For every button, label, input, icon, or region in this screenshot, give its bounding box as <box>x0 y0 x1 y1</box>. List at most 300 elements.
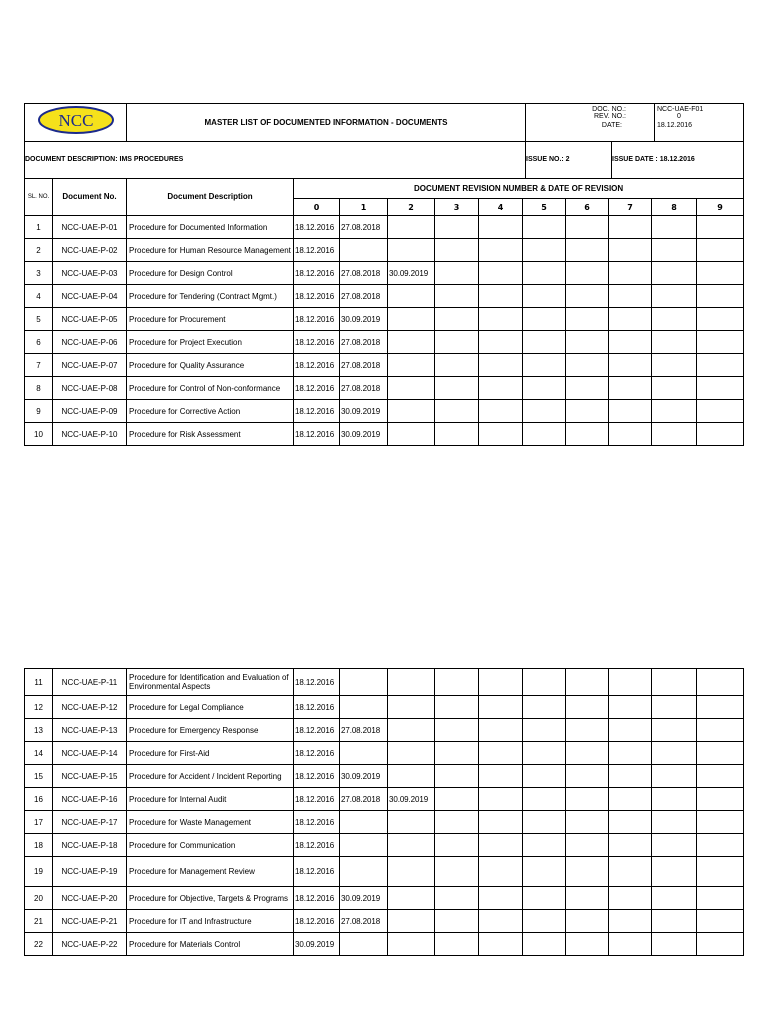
row-revision-date: 27.08.2018 <box>340 285 388 308</box>
row-revision-date: 30.09.2019 <box>340 887 388 910</box>
row-document-no: NCC-UAE-P-11 <box>53 669 127 696</box>
row-revision-date <box>479 308 523 331</box>
row-revision-date <box>388 377 435 400</box>
row-revision-date <box>566 742 609 765</box>
row-revision-date <box>479 765 523 788</box>
row-sl-no: 19 <box>25 857 53 887</box>
row-revision-date: 18.12.2016 <box>294 834 340 857</box>
row-document-no: NCC-UAE-P-22 <box>53 933 127 956</box>
row-revision-date <box>566 696 609 719</box>
row-revision-date: 30.09.2019 <box>388 788 435 811</box>
row-revision-date: 18.12.2016 <box>294 669 340 696</box>
row-description: Procedure for Quality Assurance <box>127 354 294 377</box>
row-revision-date: 18.12.2016 <box>294 331 340 354</box>
row-revision-date <box>523 834 566 857</box>
row-revision-date <box>435 765 479 788</box>
row-revision-date <box>435 400 479 423</box>
row-revision-date <box>652 719 697 742</box>
row-revision-date: 18.12.2016 <box>294 239 340 262</box>
row-revision-date <box>479 696 523 719</box>
row-revision-date: 18.12.2016 <box>294 910 340 933</box>
row-revision-date <box>435 811 479 834</box>
table-row <box>25 887 744 910</box>
row-revision-date <box>652 354 697 377</box>
logo-text: NCC <box>58 111 93 130</box>
row-document-no: NCC-UAE-P-17 <box>53 811 127 834</box>
row-revision-date <box>609 857 652 887</box>
table-row <box>25 400 744 423</box>
table-row <box>25 788 744 811</box>
row-revision-date <box>340 696 388 719</box>
row-description: Procedure for Legal Compliance <box>127 696 294 719</box>
column-header-document-no: Document No. <box>53 179 127 216</box>
issue-number: ISSUE NO.: 2 <box>526 142 612 178</box>
revision-number-header: 8 <box>652 199 697 216</box>
row-document-no: NCC-UAE-P-07 <box>53 354 127 377</box>
description-row <box>24 142 744 179</box>
row-revision-date: 18.12.2016 <box>294 400 340 423</box>
row-description: Procedure for Communication <box>127 834 294 857</box>
row-revision-date <box>435 910 479 933</box>
row-revision-date <box>652 239 697 262</box>
row-sl-no: 9 <box>25 400 53 423</box>
row-sl-no: 15 <box>25 765 53 788</box>
row-revision-date: 30.09.2019 <box>294 933 340 956</box>
row-revision-date <box>340 811 388 834</box>
row-revision-date <box>566 765 609 788</box>
row-description: Procedure for Materials Control <box>127 933 294 956</box>
row-revision-date <box>388 400 435 423</box>
row-revision-date <box>609 910 652 933</box>
row-revision-date <box>609 354 652 377</box>
row-revision-date <box>697 354 744 377</box>
table-row <box>25 423 744 446</box>
document-sheet-page-1 <box>24 103 743 446</box>
row-revision-date <box>652 765 697 788</box>
row-revision-date <box>609 933 652 956</box>
row-revision-date <box>566 354 609 377</box>
column-header-description: Document Description <box>127 179 294 216</box>
row-revision-date <box>523 719 566 742</box>
row-sl-no: 3 <box>25 262 53 285</box>
row-document-no: NCC-UAE-P-01 <box>53 216 127 239</box>
row-description: Procedure for Human Resource Management <box>127 239 294 262</box>
row-description: Procedure for Accident / Incident Reporting <box>127 765 294 788</box>
table-row <box>25 933 744 956</box>
row-revision-date <box>435 719 479 742</box>
revision-number-header: 1 <box>340 199 388 216</box>
row-revision-date <box>609 719 652 742</box>
row-revision-date <box>340 669 388 696</box>
row-revision-date <box>697 400 744 423</box>
row-revision-date <box>523 857 566 887</box>
row-revision-date <box>435 331 479 354</box>
rev-no-value: 0 <box>677 113 681 120</box>
row-document-no: NCC-UAE-P-08 <box>53 377 127 400</box>
row-revision-date <box>435 377 479 400</box>
row-revision-date <box>523 354 566 377</box>
row-revision-date <box>652 811 697 834</box>
row-revision-date <box>609 216 652 239</box>
row-revision-date <box>609 834 652 857</box>
row-revision-date <box>609 400 652 423</box>
row-revision-date: 18.12.2016 <box>294 719 340 742</box>
row-revision-date <box>697 423 744 446</box>
row-revision-date <box>479 834 523 857</box>
row-sl-no: 2 <box>25 239 53 262</box>
row-revision-date <box>566 400 609 423</box>
row-revision-date <box>697 331 744 354</box>
row-revision-date <box>388 834 435 857</box>
row-revision-date <box>652 308 697 331</box>
revision-number-header: 5 <box>523 199 566 216</box>
row-sl-no: 5 <box>25 308 53 331</box>
row-revision-date: 18.12.2016 <box>294 765 340 788</box>
row-revision-date: 27.08.2018 <box>340 216 388 239</box>
row-revision-date <box>435 742 479 765</box>
row-revision-date <box>697 811 744 834</box>
row-revision-date <box>652 857 697 887</box>
revision-number-header: 7 <box>609 199 652 216</box>
row-revision-date <box>523 788 566 811</box>
row-document-no: NCC-UAE-P-13 <box>53 719 127 742</box>
row-revision-date <box>523 910 566 933</box>
documents-table-body-2 <box>25 669 744 956</box>
row-revision-date <box>388 910 435 933</box>
table-row <box>25 811 744 834</box>
row-revision-date <box>697 216 744 239</box>
row-sl-no: 21 <box>25 910 53 933</box>
table-row <box>25 285 744 308</box>
page-title: MASTER LIST OF DOCUMENTED INFORMATION - DOCUMENTS <box>127 104 526 142</box>
row-revision-date <box>566 239 609 262</box>
row-revision-date <box>566 262 609 285</box>
row-revision-date <box>479 742 523 765</box>
row-description: Procedure for First-Aid <box>127 742 294 765</box>
row-revision-date <box>523 811 566 834</box>
row-sl-no: 6 <box>25 331 53 354</box>
row-revision-date <box>340 239 388 262</box>
revision-number-header: 4 <box>479 199 523 216</box>
row-revision-date <box>609 696 652 719</box>
issue-date: ISSUE DATE : 18.12.2016 <box>612 142 744 178</box>
row-sl-no: 14 <box>25 742 53 765</box>
row-document-no: NCC-UAE-P-19 <box>53 857 127 887</box>
row-revision-date <box>523 933 566 956</box>
row-revision-date <box>388 696 435 719</box>
row-document-no: NCC-UAE-P-14 <box>53 742 127 765</box>
row-revision-date <box>479 887 523 910</box>
row-revision-date: 18.12.2016 <box>294 308 340 331</box>
row-description: Procedure for Corrective Action <box>127 400 294 423</box>
column-header-sl-no: SL. NO. <box>25 179 53 216</box>
row-revision-date <box>388 719 435 742</box>
row-revision-date <box>479 400 523 423</box>
row-revision-date <box>566 788 609 811</box>
document-sheet-page-2 <box>24 668 743 956</box>
row-revision-date <box>388 765 435 788</box>
doc-no-value: NCC-UAE-F01 <box>657 106 704 113</box>
row-revision-date <box>340 834 388 857</box>
row-revision-date: 18.12.2016 <box>294 811 340 834</box>
doc-meta-labels <box>526 104 655 142</box>
row-revision-date <box>566 857 609 887</box>
row-description: Procedure for Identification and Evaluation of Environmental Aspects <box>127 669 294 696</box>
row-document-no: NCC-UAE-P-06 <box>53 331 127 354</box>
row-revision-date <box>523 765 566 788</box>
row-document-no: NCC-UAE-P-02 <box>53 239 127 262</box>
row-revision-date <box>652 216 697 239</box>
row-revision-date <box>479 910 523 933</box>
row-revision-date <box>652 423 697 446</box>
row-revision-date <box>479 354 523 377</box>
row-revision-date <box>609 262 652 285</box>
row-revision-date <box>652 933 697 956</box>
column-header-revision-group: DOCUMENT REVISION NUMBER & DATE OF REVISION <box>294 179 744 199</box>
row-revision-date <box>697 742 744 765</box>
row-revision-date <box>697 887 744 910</box>
row-revision-date <box>652 285 697 308</box>
row-revision-date <box>340 933 388 956</box>
row-revision-date: 27.08.2018 <box>340 331 388 354</box>
row-sl-no: 4 <box>25 285 53 308</box>
row-revision-date <box>479 285 523 308</box>
row-document-no: NCC-UAE-P-09 <box>53 400 127 423</box>
row-revision-date: 30.09.2019 <box>340 308 388 331</box>
row-revision-date <box>388 354 435 377</box>
row-revision-date <box>697 910 744 933</box>
rev-no-label: REV. NO.: <box>593 113 626 120</box>
row-revision-date: 18.12.2016 <box>294 887 340 910</box>
row-revision-date <box>697 239 744 262</box>
table-row <box>25 377 744 400</box>
row-revision-date <box>652 696 697 719</box>
row-revision-date <box>609 742 652 765</box>
row-revision-date <box>388 239 435 262</box>
row-description: Procedure for Emergency Response <box>127 719 294 742</box>
row-revision-date <box>523 377 566 400</box>
row-description: Procedure for Waste Management <box>127 811 294 834</box>
row-revision-date: 27.08.2018 <box>340 377 388 400</box>
row-revision-date <box>435 696 479 719</box>
row-revision-date <box>652 331 697 354</box>
row-revision-date <box>697 933 744 956</box>
documents-table-page-2 <box>24 668 744 956</box>
row-revision-date: 30.09.2019 <box>340 400 388 423</box>
row-revision-date <box>479 377 523 400</box>
row-revision-date <box>697 669 744 696</box>
row-revision-date <box>609 887 652 910</box>
row-revision-date <box>388 669 435 696</box>
table-row <box>25 669 744 696</box>
documents-table-body-1 <box>25 216 744 446</box>
row-document-no: NCC-UAE-P-20 <box>53 887 127 910</box>
row-revision-date <box>697 262 744 285</box>
row-revision-date <box>388 811 435 834</box>
row-revision-date <box>609 331 652 354</box>
row-sl-no: 11 <box>25 669 53 696</box>
row-revision-date <box>697 285 744 308</box>
row-revision-date <box>566 308 609 331</box>
row-revision-date: 27.08.2018 <box>340 354 388 377</box>
row-revision-date <box>609 811 652 834</box>
row-revision-date <box>697 308 744 331</box>
row-revision-date <box>609 788 652 811</box>
row-revision-date <box>566 216 609 239</box>
row-revision-date <box>523 331 566 354</box>
row-revision-date: 18.12.2016 <box>294 262 340 285</box>
date-value: 18.12.2016 <box>657 122 693 129</box>
row-revision-date <box>388 308 435 331</box>
row-revision-date <box>566 331 609 354</box>
row-description: Procedure for Management Review <box>127 857 294 887</box>
table-row <box>25 262 744 285</box>
row-sl-no: 22 <box>25 933 53 956</box>
row-revision-date: 18.12.2016 <box>294 696 340 719</box>
row-revision-date <box>435 262 479 285</box>
row-description: Procedure for Project Execution <box>127 331 294 354</box>
row-revision-date <box>523 696 566 719</box>
table-row <box>25 857 744 887</box>
row-revision-date <box>652 834 697 857</box>
table-row <box>25 216 744 239</box>
row-sl-no: 1 <box>25 216 53 239</box>
revision-number-header: 6 <box>566 199 609 216</box>
row-revision-date <box>652 788 697 811</box>
table-row <box>25 834 744 857</box>
row-revision-date <box>435 239 479 262</box>
row-revision-date <box>435 669 479 696</box>
row-revision-date <box>479 788 523 811</box>
table-row <box>25 765 744 788</box>
table-row <box>25 354 744 377</box>
row-sl-no: 20 <box>25 887 53 910</box>
row-revision-date <box>479 857 523 887</box>
row-revision-date <box>479 262 523 285</box>
row-revision-date <box>388 285 435 308</box>
row-revision-date <box>523 308 566 331</box>
row-description: Procedure for Control of Non-conformance <box>127 377 294 400</box>
row-revision-date <box>523 669 566 696</box>
row-revision-date <box>697 765 744 788</box>
row-revision-date <box>523 887 566 910</box>
row-description: Procedure for Documented Information <box>127 216 294 239</box>
row-sl-no: 13 <box>25 719 53 742</box>
row-revision-date <box>523 216 566 239</box>
row-revision-date: 18.12.2016 <box>294 354 340 377</box>
row-revision-date <box>609 669 652 696</box>
table-row <box>25 719 744 742</box>
row-document-no: NCC-UAE-P-12 <box>53 696 127 719</box>
row-revision-date <box>566 669 609 696</box>
header-table <box>24 103 744 142</box>
row-revision-date <box>609 239 652 262</box>
row-revision-date <box>435 285 479 308</box>
row-revision-date <box>566 423 609 446</box>
row-revision-date <box>479 933 523 956</box>
row-revision-date <box>388 423 435 446</box>
row-revision-date <box>435 308 479 331</box>
row-sl-no: 12 <box>25 696 53 719</box>
row-revision-date: 30.09.2019 <box>340 423 388 446</box>
revision-number-header: 0 <box>294 199 340 216</box>
row-revision-date <box>388 857 435 887</box>
row-revision-date: 18.12.2016 <box>294 377 340 400</box>
row-revision-date <box>340 857 388 887</box>
row-revision-date <box>435 857 479 887</box>
row-revision-date <box>566 719 609 742</box>
row-revision-date <box>652 910 697 933</box>
row-revision-date <box>523 285 566 308</box>
row-revision-date <box>566 834 609 857</box>
row-revision-date <box>479 423 523 446</box>
row-description: Procedure for Risk Assessment <box>127 423 294 446</box>
row-revision-date <box>652 400 697 423</box>
row-revision-date <box>609 765 652 788</box>
table-row <box>25 331 744 354</box>
row-revision-date <box>609 285 652 308</box>
row-revision-date: 30.09.2019 <box>340 765 388 788</box>
row-revision-date <box>388 331 435 354</box>
row-revision-date <box>697 788 744 811</box>
row-sl-no: 16 <box>25 788 53 811</box>
row-revision-date <box>479 239 523 262</box>
company-logo <box>25 104 127 142</box>
row-document-no: NCC-UAE-P-04 <box>53 285 127 308</box>
row-revision-date <box>435 788 479 811</box>
row-revision-date <box>479 811 523 834</box>
row-revision-date <box>435 423 479 446</box>
row-revision-date <box>609 308 652 331</box>
row-description: Procedure for Procurement <box>127 308 294 331</box>
revision-number-header: 2 <box>388 199 435 216</box>
row-revision-date <box>435 834 479 857</box>
row-revision-date: 18.12.2016 <box>294 423 340 446</box>
document-description: DOCUMENT DESCRIPTION: IMS PROCEDURES <box>25 142 526 178</box>
table-row <box>25 910 744 933</box>
revision-number-header: 3 <box>435 199 479 216</box>
row-document-no: NCC-UAE-P-15 <box>53 765 127 788</box>
row-revision-date <box>609 377 652 400</box>
doc-meta-values <box>655 104 744 142</box>
row-document-no: NCC-UAE-P-03 <box>53 262 127 285</box>
row-revision-date <box>523 742 566 765</box>
row-description: Procedure for IT and Infrastructure <box>127 910 294 933</box>
ncc-logo-icon <box>36 104 116 136</box>
row-revision-date <box>523 423 566 446</box>
row-revision-date <box>566 910 609 933</box>
row-description: Procedure for Internal Audit <box>127 788 294 811</box>
row-document-no: NCC-UAE-P-10 <box>53 423 127 446</box>
row-document-no: NCC-UAE-P-16 <box>53 788 127 811</box>
date-label: DATE: <box>601 122 622 129</box>
row-revision-date <box>479 216 523 239</box>
row-revision-date <box>652 669 697 696</box>
row-revision-date <box>566 377 609 400</box>
row-revision-date: 30.09.2019 <box>388 262 435 285</box>
row-revision-date <box>388 216 435 239</box>
row-revision-date: 18.12.2016 <box>294 216 340 239</box>
row-revision-date: 27.08.2018 <box>340 719 388 742</box>
row-revision-date <box>388 742 435 765</box>
row-revision-date <box>566 933 609 956</box>
row-revision-date: 18.12.2016 <box>294 742 340 765</box>
row-revision-date <box>435 216 479 239</box>
row-sl-no: 17 <box>25 811 53 834</box>
row-revision-date: 18.12.2016 <box>294 788 340 811</box>
row-revision-date <box>652 377 697 400</box>
table-row <box>25 696 744 719</box>
